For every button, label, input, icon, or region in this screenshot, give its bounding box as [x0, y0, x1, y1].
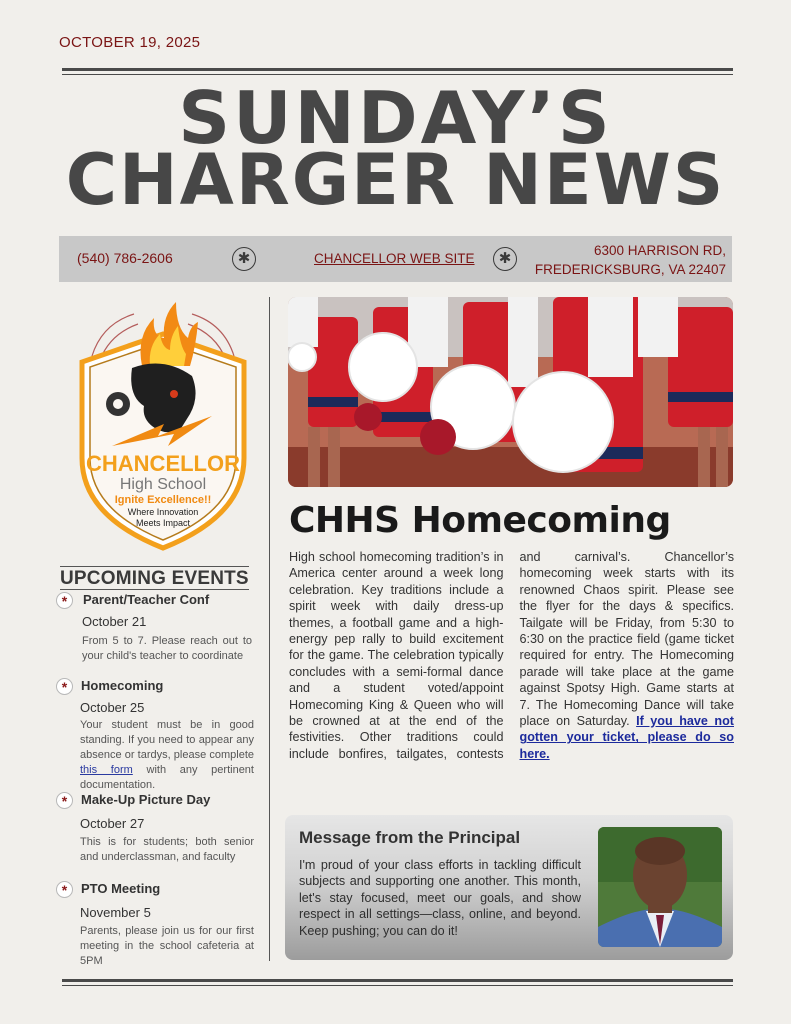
event-description: This is for students; both senior and underclassman, and faculty	[80, 836, 254, 863]
address-line-2: FREDERICKSBURG, VA 22407	[534, 262, 726, 277]
article-body	[289, 549, 734, 799]
asterisk-bullet-icon: *	[56, 881, 73, 898]
address	[535, 241, 726, 279]
principal-message-box	[285, 815, 733, 960]
event-description: Your student must be in good standing. If you need to appear any absence or tardys, please complete this form with any pertinent documentation.	[80, 719, 254, 791]
event-date: October 25	[80, 700, 145, 715]
bottom-rule	[62, 979, 733, 986]
event-name: Homecoming	[81, 678, 164, 693]
principal-title: Message from the Principal	[299, 828, 521, 847]
asterisk-circle-icon: ✱	[493, 247, 517, 271]
ticket-link[interactable]: If you have not gotten your ticket, please do so here.	[519, 714, 734, 761]
event-name: Parent/Teacher Conf	[83, 592, 210, 607]
events-title: UPCOMING EVENTS	[60, 568, 249, 589]
logo-slogan: Ignite Excellence!!	[114, 494, 212, 506]
address-line-1: 6300 HARRISON RD,	[593, 243, 726, 258]
article-text: High school homecoming tradition’s in America center around a week long celebration. Key traditions include a spirit week with daily dress-up themes, a football game and a high-energy pep rally to build excitement for the game. The celebration typically concludes with a semi-formal dance and a student voted/appoint Homecoming King & Queen who will be crowned at at the end of the festivities. Other traditions could include bonfires, tailgates, contests and carnival’s. Chancellor’s homecoming week starts with its renowned Chaos spirit. Please see the flyer for the days & specifics. Tailgate will be Friday, from 5:30 to 6:30 on the practice field (game ticket required for entry. The Homecoming parade will take place at the game against Spotsy High. Game starts at 7. The Homecoming Dance will take place on Saturday.	[289, 550, 734, 761]
asterisk-bullet-icon: *	[56, 678, 73, 695]
logo-subtitle: High School	[119, 476, 207, 493]
asterisk-bullet-icon: *	[56, 592, 73, 609]
column-divider	[269, 297, 270, 961]
website-link[interactable]: CHANCELLOR WEB SITE	[314, 251, 475, 266]
issue-date: OCTOBER 19, 2025	[59, 34, 201, 51]
event-date: November 5	[80, 905, 151, 920]
events-title-rule-bottom	[60, 589, 249, 590]
events-title-rule-top	[60, 566, 249, 567]
principal-photo	[598, 827, 722, 947]
chancellor-logo	[72, 296, 254, 554]
article-headline: CHHS Homecoming	[289, 500, 671, 541]
event-date: October 21	[82, 614, 147, 629]
contact-info-bar	[59, 236, 732, 282]
principal-body: I'm proud of your class efforts in tackling difficult subjects and supporting one another. This month, let's stay focused, meet our goals, and show respect in all settings—class, online, and beyond. Keep pushing; you can do it!	[299, 858, 581, 938]
phone-number[interactable]: (540) 786-2606	[77, 250, 173, 266]
asterisk-circle-icon: ✱	[232, 247, 256, 271]
event-date: October 27	[80, 816, 145, 831]
logo-tagline-1: Where Innovation	[127, 507, 199, 517]
top-rule	[62, 68, 733, 75]
event-description: From 5 to 7. Please reach out to your child's teacher to coordinate	[82, 635, 252, 662]
homecoming-photo	[288, 297, 733, 487]
masthead-line-2: CHARGER NEWS	[65, 139, 726, 221]
asterisk-bullet-icon: *	[56, 792, 73, 809]
event-name: PTO Meeting	[81, 881, 161, 896]
masthead-line-1: SUNDAY’S	[178, 76, 613, 160]
logo-name: CHANCELLOR	[86, 451, 240, 476]
event-name: Make-Up Picture Day	[81, 792, 211, 807]
logo-tagline-2: Meets Impact	[135, 518, 191, 528]
event-description: Parents, please join us for our first meeting in the school cafeteria at 5PM	[80, 925, 254, 967]
this-form-link[interactable]: this form	[80, 764, 133, 776]
